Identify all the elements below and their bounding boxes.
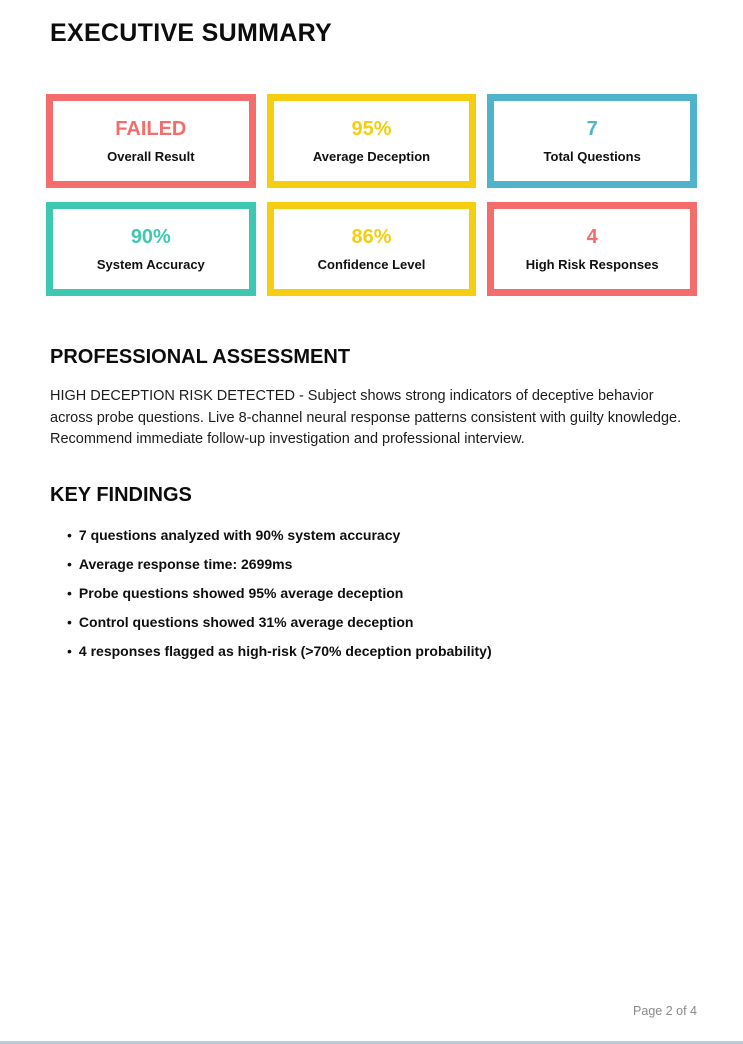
key-finding-item [50,557,693,571]
stat-label: Average Deception [312,149,431,164]
key-finding-item [50,586,693,600]
stat-card-confidence-level [267,202,477,296]
bullet-icon: • [67,613,72,630]
key-finding-item [50,615,693,629]
bullet-icon: • [67,555,72,572]
key-finding-text: Probe questions showed 95% average deception [78,584,404,601]
stat-value: 4 [586,226,598,248]
stat-label: High Risk Responses [525,257,659,272]
stat-card-high-risk-responses [487,202,697,296]
stat-card-average-deception [267,94,477,188]
bullet-icon: • [67,526,72,543]
key-finding-text: 7 questions analyzed with 90% system accuracy [78,526,401,543]
stat-label: System Accuracy [96,257,205,272]
bullet-icon: • [67,584,72,601]
stat-card-overall-result [46,94,256,188]
page-number: Page 2 of 4 [633,1004,697,1018]
stat-label: Confidence Level [317,257,426,272]
section-heading-professional-assessment: PROFESSIONAL ASSESSMENT [50,346,351,368]
stat-value: FAILED [115,118,187,140]
summary-stat-cards [46,94,697,296]
key-finding-text: 4 responses flagged as high-risk (>70% deception probability) [78,642,492,659]
stat-value: 7 [586,118,598,140]
section-heading-key-findings: KEY FINDINGS [50,483,192,506]
assessment-body-text: HIGH DECEPTION RISK DETECTED - Subject shows strong indicators of deceptive behavior across probe questions. Live 8-channel neural response patterns consistent with guilty knowledge. Recommend immediate follow-up investigation and professional interview. [50,388,682,447]
key-finding-text: Average response time: 2699ms [78,555,293,572]
stat-card-system-accuracy [46,202,256,296]
bullet-icon: • [67,642,72,659]
stat-value: 86% [351,226,392,248]
key-findings-list [50,528,693,658]
key-finding-item [50,644,693,658]
stat-card-total-questions [487,94,697,188]
page-title: EXECUTIVE SUMMARY [50,19,332,47]
key-finding-item [50,528,693,542]
key-finding-text: Control questions showed 31% average deception [78,613,414,630]
stat-value: 90% [130,226,171,248]
stat-label: Overall Result [107,149,195,164]
stat-label: Total Questions [543,149,641,164]
stat-value: 95% [351,118,392,140]
